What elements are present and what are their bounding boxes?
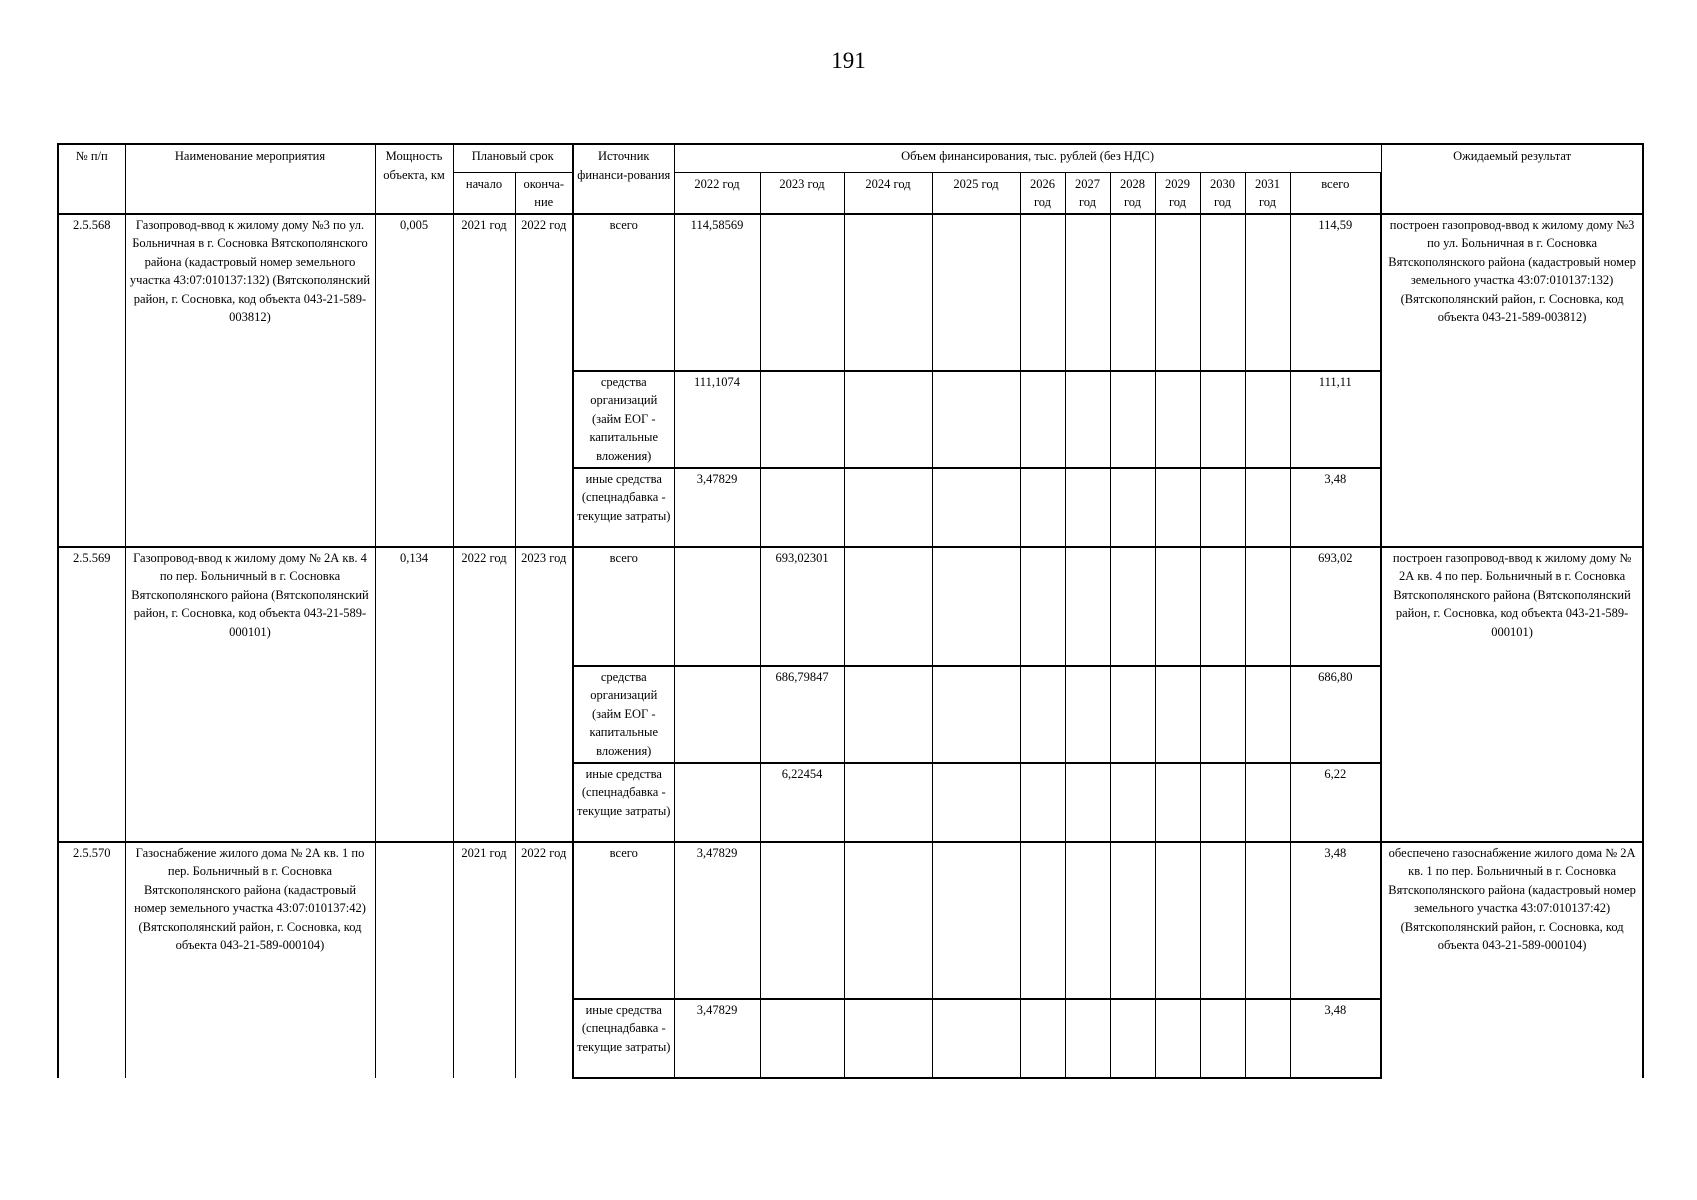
row-source: иные средства (спецнадбавка - текущие затраты) — [573, 468, 674, 547]
value-2027 — [1065, 371, 1110, 468]
value-2026 — [1020, 842, 1065, 999]
value-2026 — [1020, 214, 1065, 371]
value-2025 — [932, 547, 1020, 666]
header-result: Ожидаемый результат — [1381, 144, 1643, 214]
value-2023 — [760, 214, 844, 371]
header-year: 2031 год — [1245, 172, 1290, 214]
value-total: 3,48 — [1290, 842, 1381, 999]
value-2031 — [1245, 371, 1290, 468]
value-2025 — [932, 666, 1020, 763]
value-2025 — [932, 214, 1020, 371]
value-2027 — [1065, 214, 1110, 371]
value-2029 — [1155, 763, 1200, 842]
row-source: средства организаций (займ ЕОГ - капитальные вложения) — [573, 371, 674, 468]
value-2027 — [1065, 999, 1110, 1078]
page-number: 191 — [831, 48, 866, 73]
financing-table — [57, 143, 1644, 1079]
header-volume: Объем финансирования, тыс. рублей (без НДС) — [674, 144, 1381, 172]
value-total: 3,48 — [1290, 999, 1381, 1078]
row-start: 2022 год — [453, 547, 515, 842]
value-2031 — [1245, 468, 1290, 547]
value-2026 — [1020, 666, 1065, 763]
header-num: № п/п — [58, 144, 125, 214]
value-2029 — [1155, 214, 1200, 371]
header-year: 2026 год — [1020, 172, 1065, 214]
header-year: 2027 год — [1065, 172, 1110, 214]
value-2029 — [1155, 547, 1200, 666]
row-result: построен газопровод-ввод к жилому дому №3 по ул. Больничная в г. Сосновка Вятскополянского района (кадастровый номер земельного участка 43:07:010137:132) (Вятскополянский район, г. Сосновка, код объекта 043-21-589-003812) — [1381, 214, 1643, 547]
row-result: обеспечено газоснабжение жилого дома № 2А кв. 1 по пер. Больничный в г. Сосновка Вятскополянского района (кадастровый номер земельного участка 43:07:010137:42) (Вятскополянский район, г. Сосновка, код объекта 043-21-589-000104) — [1381, 842, 1643, 1078]
value-2029 — [1155, 999, 1200, 1078]
value-2031 — [1245, 214, 1290, 371]
value-total: 111,11 — [1290, 371, 1381, 468]
value-2024 — [844, 547, 932, 666]
row-name: Газоснабжение жилого дома № 2А кв. 1 по пер. Больничный в г. Сосновка Вятскополянского района (кадастровый номер земельного участка 43:07:010137:42) (Вятскополянский район, г. Сосновка, код объекта 043-21-589-000104) — [125, 842, 375, 1078]
row-num: 2.5.569 — [58, 547, 125, 842]
row-source: всего — [573, 214, 674, 371]
table-row — [58, 842, 1643, 999]
value-2031 — [1245, 547, 1290, 666]
value-2024 — [844, 468, 932, 547]
value-2030 — [1200, 547, 1245, 666]
value-2022 — [674, 547, 760, 666]
value-2031 — [1245, 763, 1290, 842]
header-capacity: Мощность объекта, км — [375, 144, 453, 214]
value-2024 — [844, 999, 932, 1078]
row-source: средства организаций (займ ЕОГ - капитальные вложения) — [573, 666, 674, 763]
value-2031 — [1245, 842, 1290, 999]
row-capacity: 0,005 — [375, 214, 453, 547]
value-2023 — [760, 999, 844, 1078]
value-2029 — [1155, 371, 1200, 468]
value-2022: 114,58569 — [674, 214, 760, 371]
value-2025 — [932, 468, 1020, 547]
row-num: 2.5.568 — [58, 214, 125, 547]
value-2028 — [1110, 763, 1155, 842]
value-2024 — [844, 842, 932, 999]
value-2030 — [1200, 371, 1245, 468]
row-source: иные средства (спецнадбавка - текущие затраты) — [573, 999, 674, 1078]
header-term: Плановый срок — [453, 144, 573, 172]
header-year: 2029 год — [1155, 172, 1200, 214]
header-year: 2025 год — [932, 172, 1020, 214]
value-2024 — [844, 214, 932, 371]
value-2022: 3,47829 — [674, 842, 760, 999]
value-2026 — [1020, 371, 1065, 468]
value-2031 — [1245, 999, 1290, 1078]
value-2025 — [932, 371, 1020, 468]
value-2029 — [1155, 666, 1200, 763]
value-2030 — [1200, 214, 1245, 371]
value-2023 — [760, 371, 844, 468]
value-2027 — [1065, 842, 1110, 999]
row-capacity — [375, 842, 453, 1078]
value-2028 — [1110, 214, 1155, 371]
header-year: 2030 год — [1200, 172, 1245, 214]
value-2026 — [1020, 468, 1065, 547]
header-name: Наименование мероприятия — [125, 144, 375, 214]
value-2028 — [1110, 547, 1155, 666]
row-end: 2022 год — [515, 842, 573, 1078]
row-capacity: 0,134 — [375, 547, 453, 842]
header-year: 2022 год — [674, 172, 760, 214]
value-total: 693,02 — [1290, 547, 1381, 666]
value-2023: 686,79847 — [760, 666, 844, 763]
value-2026 — [1020, 763, 1065, 842]
value-2025 — [932, 763, 1020, 842]
row-source: иные средства (спецнадбавка - текущие затраты) — [573, 763, 674, 842]
value-2030 — [1200, 468, 1245, 547]
value-2024 — [844, 371, 932, 468]
row-name: Газопровод-ввод к жилому дому №3 по ул. Больничная в г. Сосновка Вятскополянского района (кадастровый номер земельного участка 43:07:010137:132) (Вятскополянский район, г. Сосновка, код объекта 043-21-589-003812) — [125, 214, 375, 547]
value-2028 — [1110, 842, 1155, 999]
row-source: всего — [573, 547, 674, 666]
table-row — [58, 547, 1643, 666]
value-2026 — [1020, 547, 1065, 666]
header-term-start: начало — [453, 172, 515, 214]
value-2031 — [1245, 666, 1290, 763]
value-2028 — [1110, 468, 1155, 547]
value-2029 — [1155, 842, 1200, 999]
value-2024 — [844, 763, 932, 842]
value-2022: 3,47829 — [674, 468, 760, 547]
value-2022: 3,47829 — [674, 999, 760, 1078]
value-2028 — [1110, 666, 1155, 763]
value-2030 — [1200, 763, 1245, 842]
row-result: построен газопровод-ввод к жилому дому № 2А кв. 4 по пер. Больничный в г. Сосновка Вятскополянского района (Вятскополянский район, г. Сосновка, код объекта 043-21-589-000101) — [1381, 547, 1643, 842]
row-num: 2.5.570 — [58, 842, 125, 1078]
value-2030 — [1200, 999, 1245, 1078]
value-2025 — [932, 842, 1020, 999]
header-total: всего — [1290, 172, 1381, 214]
header-year: 2028 год — [1110, 172, 1155, 214]
header-term-end: оконча-ние — [515, 172, 573, 214]
value-2022 — [674, 666, 760, 763]
value-2027 — [1065, 763, 1110, 842]
row-start: 2021 год — [453, 842, 515, 1078]
value-total: 686,80 — [1290, 666, 1381, 763]
value-2030 — [1200, 842, 1245, 999]
value-2022 — [674, 763, 760, 842]
value-2028 — [1110, 999, 1155, 1078]
value-2023: 6,22454 — [760, 763, 844, 842]
value-2027 — [1065, 547, 1110, 666]
value-total: 3,48 — [1290, 468, 1381, 547]
row-source: всего — [573, 842, 674, 999]
header-source: Источник финанси-рования — [573, 144, 674, 214]
row-end: 2022 год — [515, 214, 573, 547]
header-year: 2023 год — [760, 172, 844, 214]
header-year: 2024 год — [844, 172, 932, 214]
value-2024 — [844, 666, 932, 763]
value-2027 — [1065, 666, 1110, 763]
row-start: 2021 год — [453, 214, 515, 547]
value-2029 — [1155, 468, 1200, 547]
value-2023: 693,02301 — [760, 547, 844, 666]
value-total: 6,22 — [1290, 763, 1381, 842]
value-total: 114,59 — [1290, 214, 1381, 371]
value-2028 — [1110, 371, 1155, 468]
value-2025 — [932, 999, 1020, 1078]
row-end: 2023 год — [515, 547, 573, 842]
row-name: Газопровод-ввод к жилому дому № 2А кв. 4 по пер. Больничный в г. Сосновка Вятскополянского района (Вятскополянский район, г. Сосновка, код объекта 043-21-589-000101) — [125, 547, 375, 842]
value-2030 — [1200, 666, 1245, 763]
table-row — [58, 214, 1643, 371]
value-2026 — [1020, 999, 1065, 1078]
value-2027 — [1065, 468, 1110, 547]
value-2022: 111,1074 — [674, 371, 760, 468]
value-2023 — [760, 842, 844, 999]
value-2023 — [760, 468, 844, 547]
